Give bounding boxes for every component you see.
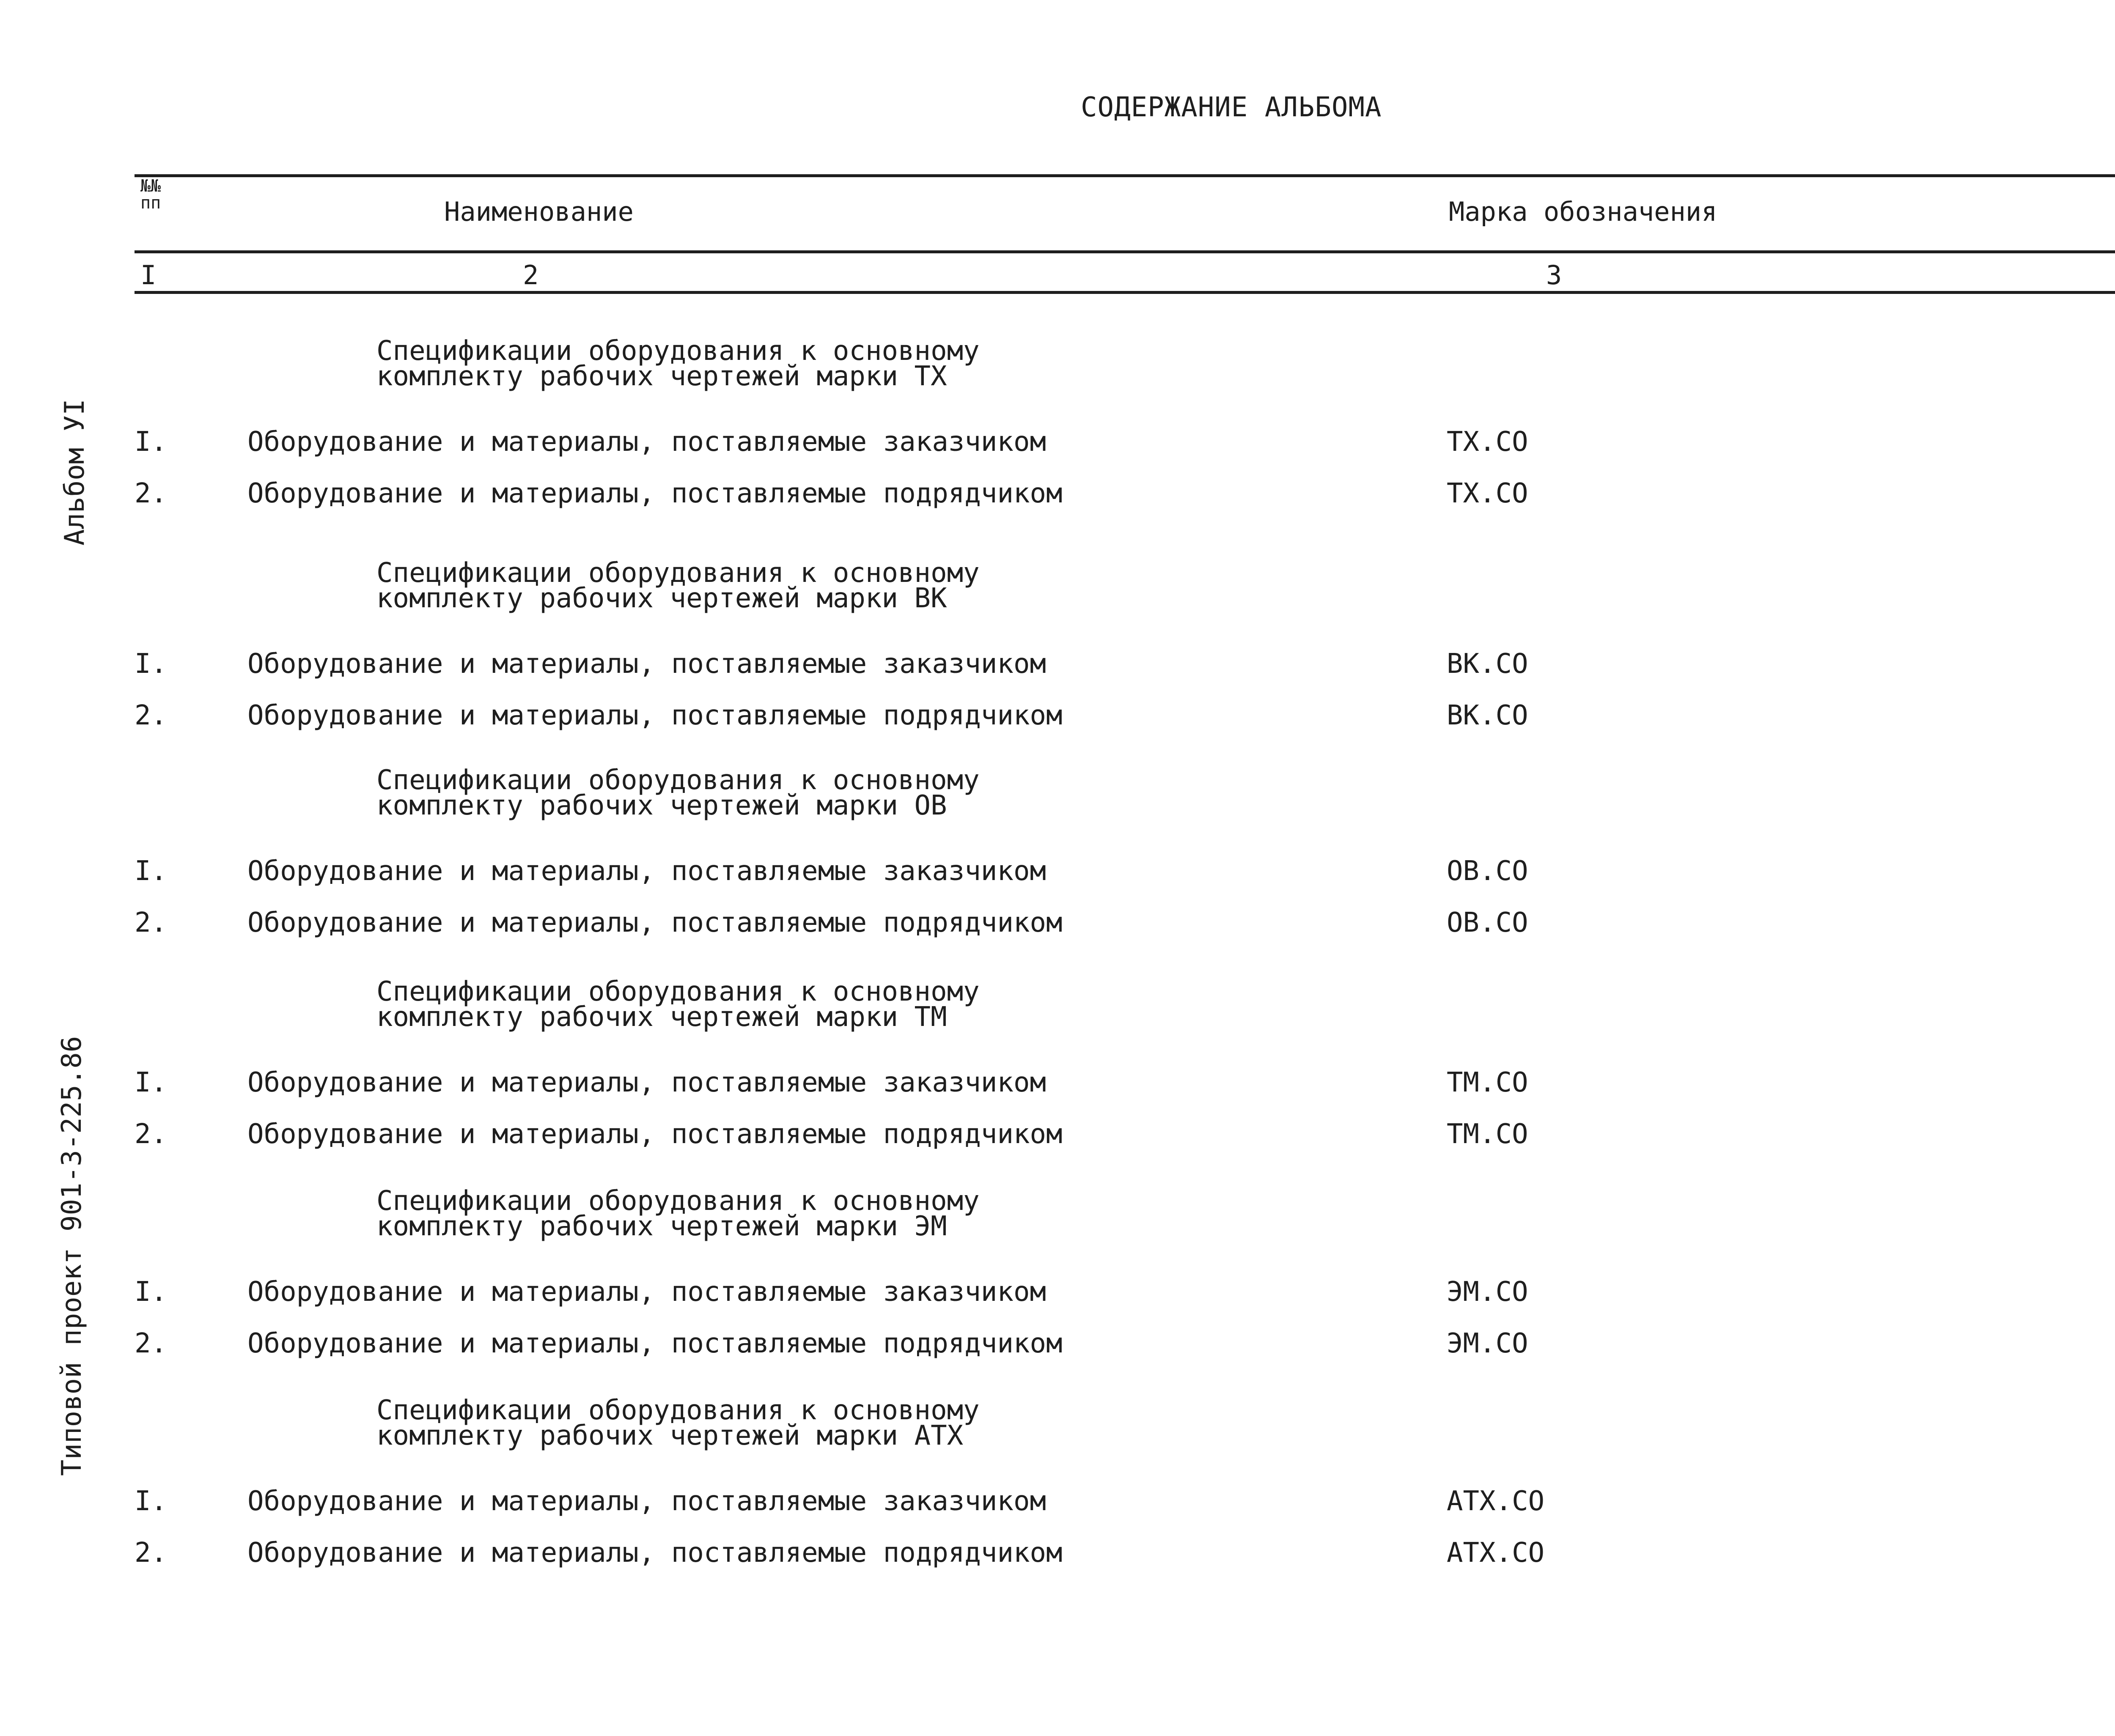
row-name: Оборудование и материалы, поставляемые заказчиком: [247, 856, 1047, 887]
row-num: 2.: [135, 478, 168, 509]
section-heading: [376, 335, 980, 392]
row-mark: ВК.СО: [1447, 648, 1528, 680]
section-heading-line: Спецификации оборудования к основному: [376, 335, 980, 367]
row-mark: ОВ.СО: [1447, 907, 1528, 938]
row-num: I.: [135, 856, 168, 887]
row-num: I.: [135, 1486, 168, 1517]
row-name: Оборудование и материалы, поставляемые заказчиком: [247, 1067, 1047, 1098]
section-heading: [376, 1185, 980, 1242]
section-heading-line: Спецификации оборудования к основному: [376, 1185, 980, 1217]
section-heading-line: комплекту рабочих чертежей марки ТМ: [376, 1001, 947, 1033]
row-num: 2.: [135, 1328, 168, 1359]
row-mark: АТХ.СО: [1447, 1486, 1545, 1517]
row-mark: ТХ.СО: [1447, 478, 1528, 509]
section-heading-line: комплекту рабочих чертежей марки ОВ: [376, 790, 947, 821]
row-num: 2.: [135, 700, 168, 731]
row-num: I.: [135, 1067, 168, 1098]
section-heading-line: комплекту рабочих чертежей марки ТХ: [376, 361, 947, 392]
column-number-2: 2: [523, 260, 539, 291]
section-heading: [376, 976, 980, 1033]
row-name: Оборудование и материалы, поставляемые подрядчиком: [247, 700, 1063, 731]
section-heading-line: комплекту рабочих чертежей марки ЭМ: [376, 1211, 947, 1242]
section-heading-line: Спецификации оборудования к основному: [376, 1395, 980, 1426]
row-mark: ТМ.СО: [1447, 1067, 1528, 1098]
row-mark: ЭМ.СО: [1447, 1328, 1528, 1359]
row-mark: ВК.СО: [1447, 700, 1528, 731]
row-name: Оборудование и материалы, поставляемые подрядчиком: [247, 1537, 1063, 1569]
project-label: Типовой проект 901-3-225.86: [56, 1036, 88, 1476]
header-number: №№ пп: [140, 176, 161, 213]
row-num: 2.: [135, 1537, 168, 1569]
section-heading: [376, 557, 980, 614]
row-mark: ТМ.СО: [1447, 1119, 1528, 1150]
album-label: Альбом УI: [59, 399, 91, 546]
section-heading-line: комплекту рабочих чертежей марки ВК: [376, 583, 947, 614]
row-name: Оборудование и материалы, поставляемые заказчиком: [247, 1486, 1047, 1517]
row-mark: АТХ.СО: [1447, 1537, 1545, 1569]
row-name: Оборудование и материалы, поставляемые заказчиком: [247, 648, 1047, 680]
column-number-1: I: [140, 260, 157, 291]
row-name: Оборудование и материалы, поставляемые подрядчиком: [247, 478, 1063, 509]
row-mark: ТХ.СО: [1447, 426, 1528, 458]
section-heading-line: Спецификации оборудования к основному: [376, 557, 980, 589]
header-name: Наименование: [444, 196, 634, 227]
section-heading-line: Спецификации оборудования к основному: [376, 976, 980, 1007]
row-num: 2.: [135, 1119, 168, 1150]
row-name: Оборудование и материалы, поставляемые подрядчиком: [247, 1328, 1063, 1359]
document-title: СОДЕРЖАНИЕ АЛЬБОМА: [1081, 92, 1382, 123]
table-top-rule: [135, 174, 2115, 177]
row-num: I.: [135, 426, 168, 458]
row-name: Оборудование и материалы, поставляемые подрядчиком: [247, 1119, 1063, 1150]
section-heading-line: комплекту рабочих чертежей марки АТХ: [376, 1420, 964, 1451]
row-name: Оборудование и материалы, поставляемые подрядчиком: [247, 907, 1063, 938]
column-number-3: 3: [1546, 260, 1562, 291]
row-mark: ЭМ.СО: [1447, 1276, 1528, 1308]
section-heading: [376, 1395, 980, 1451]
row-name: Оборудование и материалы, поставляемые заказчиком: [247, 426, 1047, 458]
section-heading-line: Спецификации оборудования к основному: [376, 765, 980, 796]
table-colnum-rule: [135, 291, 2115, 294]
row-num: I.: [135, 1276, 168, 1308]
row-num: I.: [135, 648, 168, 680]
row-mark: ОВ.СО: [1447, 856, 1528, 887]
section-heading: [376, 765, 980, 821]
header-mark: Марка обозначения: [1449, 196, 1717, 227]
row-num: 2.: [135, 907, 168, 938]
row-name: Оборудование и материалы, поставляемые заказчиком: [247, 1276, 1047, 1308]
table-header-rule: [135, 250, 2115, 253]
